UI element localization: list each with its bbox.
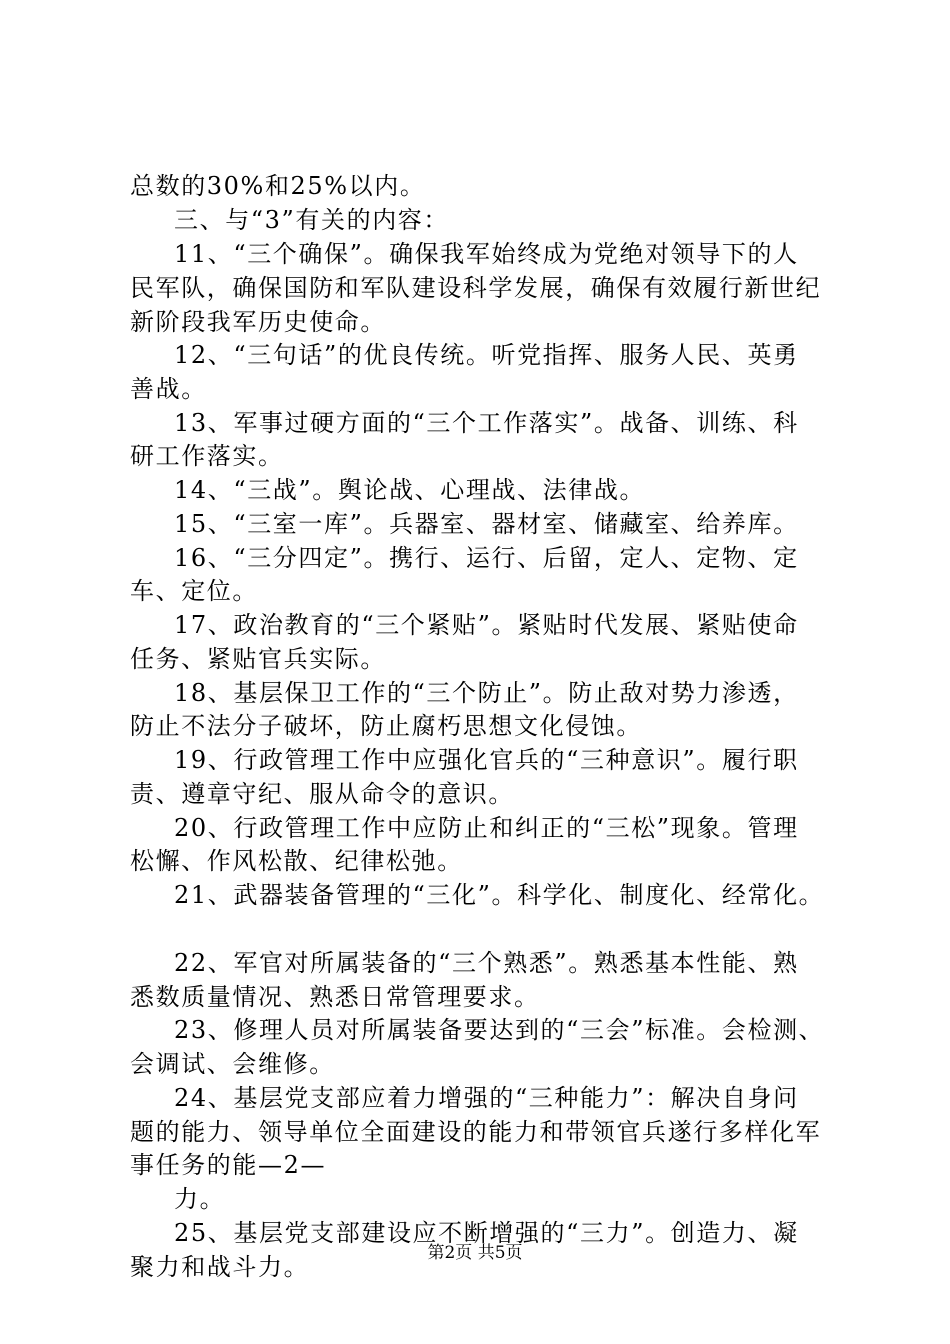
text-line: 研工作落实。	[130, 442, 284, 470]
text-line: 会调试、会维修。	[130, 1050, 335, 1078]
text-line: 23、修理人员对所属装备要达到的“三会”标准。会检测、	[174, 1016, 825, 1044]
text-line: 防止不法分子破坏，防止腐朽思想文化侵蚀。	[130, 712, 642, 740]
text-line: 20、行政管理工作中应防止和纠正的“三松”现象。管理	[174, 814, 799, 842]
text-line: 新阶段我军历史使命。	[130, 308, 386, 336]
text-line: 总数的30%和25%以内。	[130, 172, 426, 200]
text-line: 21、武器装备管理的“三化”。科学化、制度化、经常化。	[174, 881, 825, 909]
text-line: 16、“三分四定”。携行、运行、后留，定人、定物、定	[174, 544, 799, 572]
text-line: 17、政治教育的“三个紧贴”。紧贴时代发展、紧贴使命	[174, 611, 799, 639]
text-line: 力。	[174, 1185, 226, 1213]
text-line: 事任务的能—2—	[130, 1151, 327, 1179]
text-line: 车、定位。	[130, 577, 258, 605]
text-line: 18、基层保卫工作的“三个防止”。防止敌对势力渗透，	[174, 679, 799, 707]
page-number-footer: 第2页 共5页	[427, 1243, 523, 1263]
text-line: 题的能力、领导单位全面建设的能力和带领官兵遂行多样化军	[130, 1118, 822, 1146]
text-line: 24、基层党支部应着力增强的“三种能力”：解决自身问	[174, 1084, 799, 1112]
text-line: 15、“三室一库”。兵器室、器材室、储藏室、给养库。	[174, 510, 799, 538]
text-line: 13、军事过硬方面的“三个工作落实”。战备、训练、科	[174, 409, 799, 437]
text-line: 善战。	[130, 375, 207, 403]
text-line: 民军队，确保国防和军队建设科学发展，确保有效履行新世纪	[130, 274, 822, 302]
text-line: 责、遵章守纪、服从命令的意识。	[130, 780, 514, 808]
text-line: 14、“三战”。舆论战、心理战、法律战。	[174, 476, 646, 504]
text-line: 聚力和战斗力。	[130, 1253, 310, 1281]
section-heading: 三、与“3”有关的内容：	[174, 206, 450, 234]
text-line: 25、基层党支部建设应不断增强的“三力”。创造力、凝	[174, 1219, 799, 1247]
text-line: 12、“三句话”的优良传统。听党指挥、服务人民、英勇	[174, 341, 799, 369]
text-line: 22、军官对所属装备的“三个熟悉”。熟悉基本性能、熟	[174, 949, 799, 977]
text-line: 悉数质量情况、熟悉日常管理要求。	[130, 983, 540, 1011]
text-line: 11、“三个确保”。确保我军始终成为党绝对领导下的人	[174, 240, 799, 268]
text-line: 任务、紧贴官兵实际。	[130, 645, 386, 673]
text-line: 松懈、作风松散、纪律松弛。	[130, 847, 463, 875]
text-line: 19、行政管理工作中应强化官兵的“三种意识”。履行职	[174, 746, 799, 774]
